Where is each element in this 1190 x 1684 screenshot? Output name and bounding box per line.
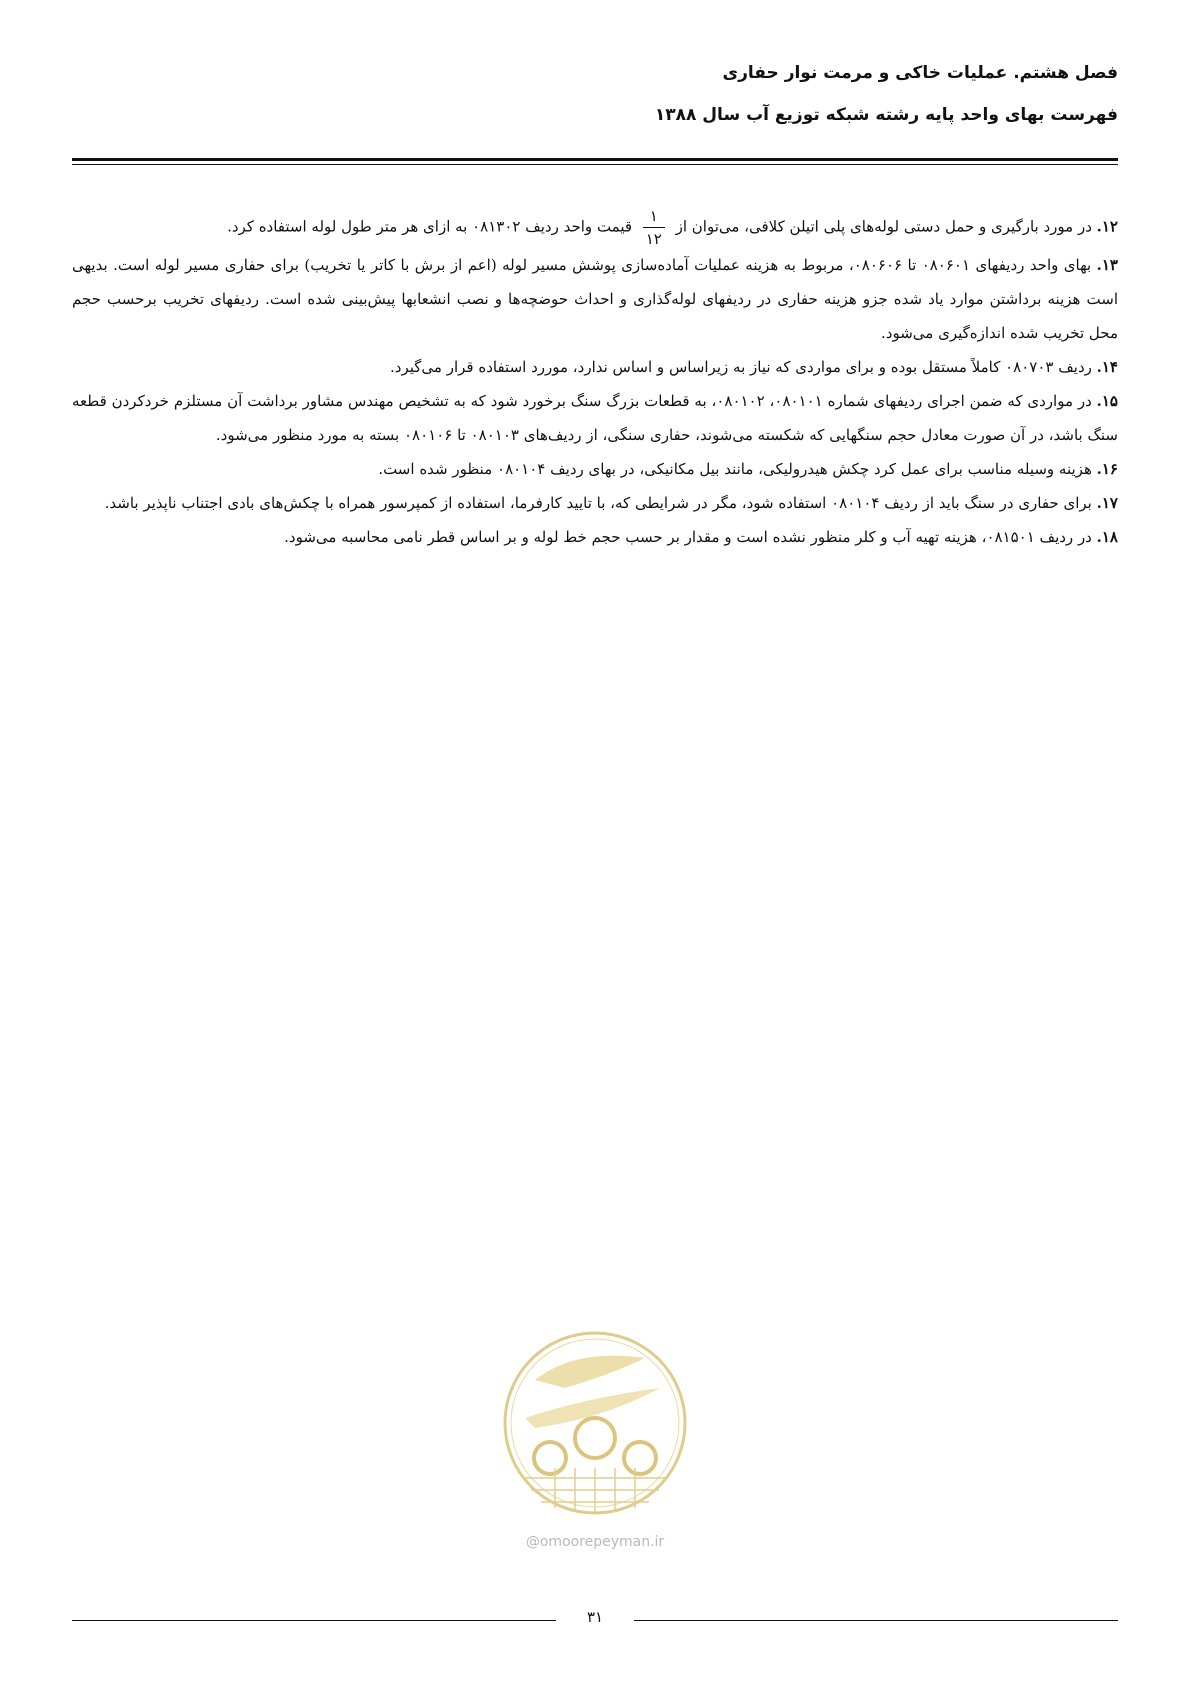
footer-rule-right [634, 1620, 1118, 1621]
note-16 [72, 452, 1118, 486]
fraction [643, 207, 665, 248]
note-text: قیمت واحد ردیف ۰۸۱۳۰۲ به ازای هر متر طول لوله استفاده کرد. [227, 217, 637, 236]
note-number: ۱۸. [1096, 528, 1118, 546]
note-text: برای حفاری در سنگ باید از ردیف ۰۸۰۱۰۴ استفاده شود، مگر در شرایطی که، با تایید کارفرما، استفاده از کمپرسور همراه با چکش‌های بادی اجتناب ناپذیر باشد. [104, 494, 1097, 512]
note-18 [72, 520, 1118, 554]
note-text: در مورد بارگیری و حمل دستی لوله‌های پلی اتیلن کلافی، می‌توان از [670, 217, 1097, 236]
notes-body [72, 207, 1118, 554]
note-number: ۱۶. [1096, 460, 1118, 478]
fraction-bar [643, 227, 665, 228]
note-14 [72, 350, 1118, 384]
note-13 [72, 248, 1118, 350]
fraction-denominator: ۱۲ [645, 230, 662, 248]
note-number: ۱۳. [1096, 256, 1118, 274]
note-12 [72, 207, 1118, 248]
page-header [72, 58, 1118, 130]
note-15 [72, 384, 1118, 452]
note-text: ردیف ۰۸۰۷۰۳ کاملاً مستقل بوده و برای مواردی که نیاز به زیراساس و اساس ندارد، موررد استفاده قرار می‌گیرد. [390, 358, 1097, 376]
note-17 [72, 486, 1118, 520]
watermark-site: @omoorepeyman.ir [525, 1534, 665, 1550]
note-text: در مواردی که ضمن اجرای ردیفهای شماره ۰۸۰۱۰۱، ۰۸۰۱۰۲، به قطعات بزرگ سنگ برخورد شود که به تشخیص مهندس مشاور برداشت آن مستلزم خردکردن قطعه سنگ باشد، در آن صورت معادل حجم سنگهایی که شکسته می‌شوند، حفاری سنگی، از ردیف‌های ۰۸۰۱۰۳ تا ۰۸۰۱۰۶ بسته به مورد منظور می‌شود. [72, 392, 1118, 444]
note-text: بهای واحد ردیفهای ۰۸۰۶۰۱ تا ۰۸۰۶۰۶، مربوط به هزینه عملیات آماده‌سازی پوشش مسیر لوله (اعم از برش با کاتر یا تخریب) برای حفاری مسیر لوله است. بدیهی است هزینه برداشتن موارد یاد شده جزو هزینه حفاری در ردیفهای لوله‌گذاری و احداث حوضچه‌ها و نصب انشعابها پیش‌بینی شده است. ردیفهای تخریب برحسب حجم محل تخریب شده اندازه‌گیری می‌شود. [72, 256, 1118, 342]
note-text: هزینه وسیله مناسب برای عمل کرد چکش هیدرولیکی، مانند بیل مکانیکی، در بهای ردیف ۰۸۰۱۰۴ منظور شده است. [378, 460, 1097, 478]
note-number: ۱۵. [1096, 392, 1118, 410]
header-rule-thick [72, 158, 1118, 161]
page-number: ۳۱ [586, 1608, 604, 1626]
note-number: ۱۲. [1096, 217, 1118, 236]
header-rule-thin [72, 164, 1118, 165]
note-text: در ردیف ۰۸۱۵۰۱، هزینه تهیه آب و کلر منظور نشده است و مقدار بر حسب حجم خط لوله و بر اساس قطر نامی محاسبه می‌شود. [284, 528, 1097, 546]
chapter-title: فصل هشتم. عملیات خاکی و مرمت نوار حفاری [722, 63, 1118, 83]
note-number: ۱۷. [1096, 494, 1118, 512]
footer-rule-left [72, 1620, 556, 1621]
document-title: فهرست بهای واحد پایه رشته شبکه توزیع آب سال ۱۳۸۸ [654, 105, 1118, 125]
note-number: ۱۴. [1096, 358, 1118, 376]
fraction-numerator: ۱ [649, 207, 658, 225]
watermark-logo [495, 1318, 695, 1528]
